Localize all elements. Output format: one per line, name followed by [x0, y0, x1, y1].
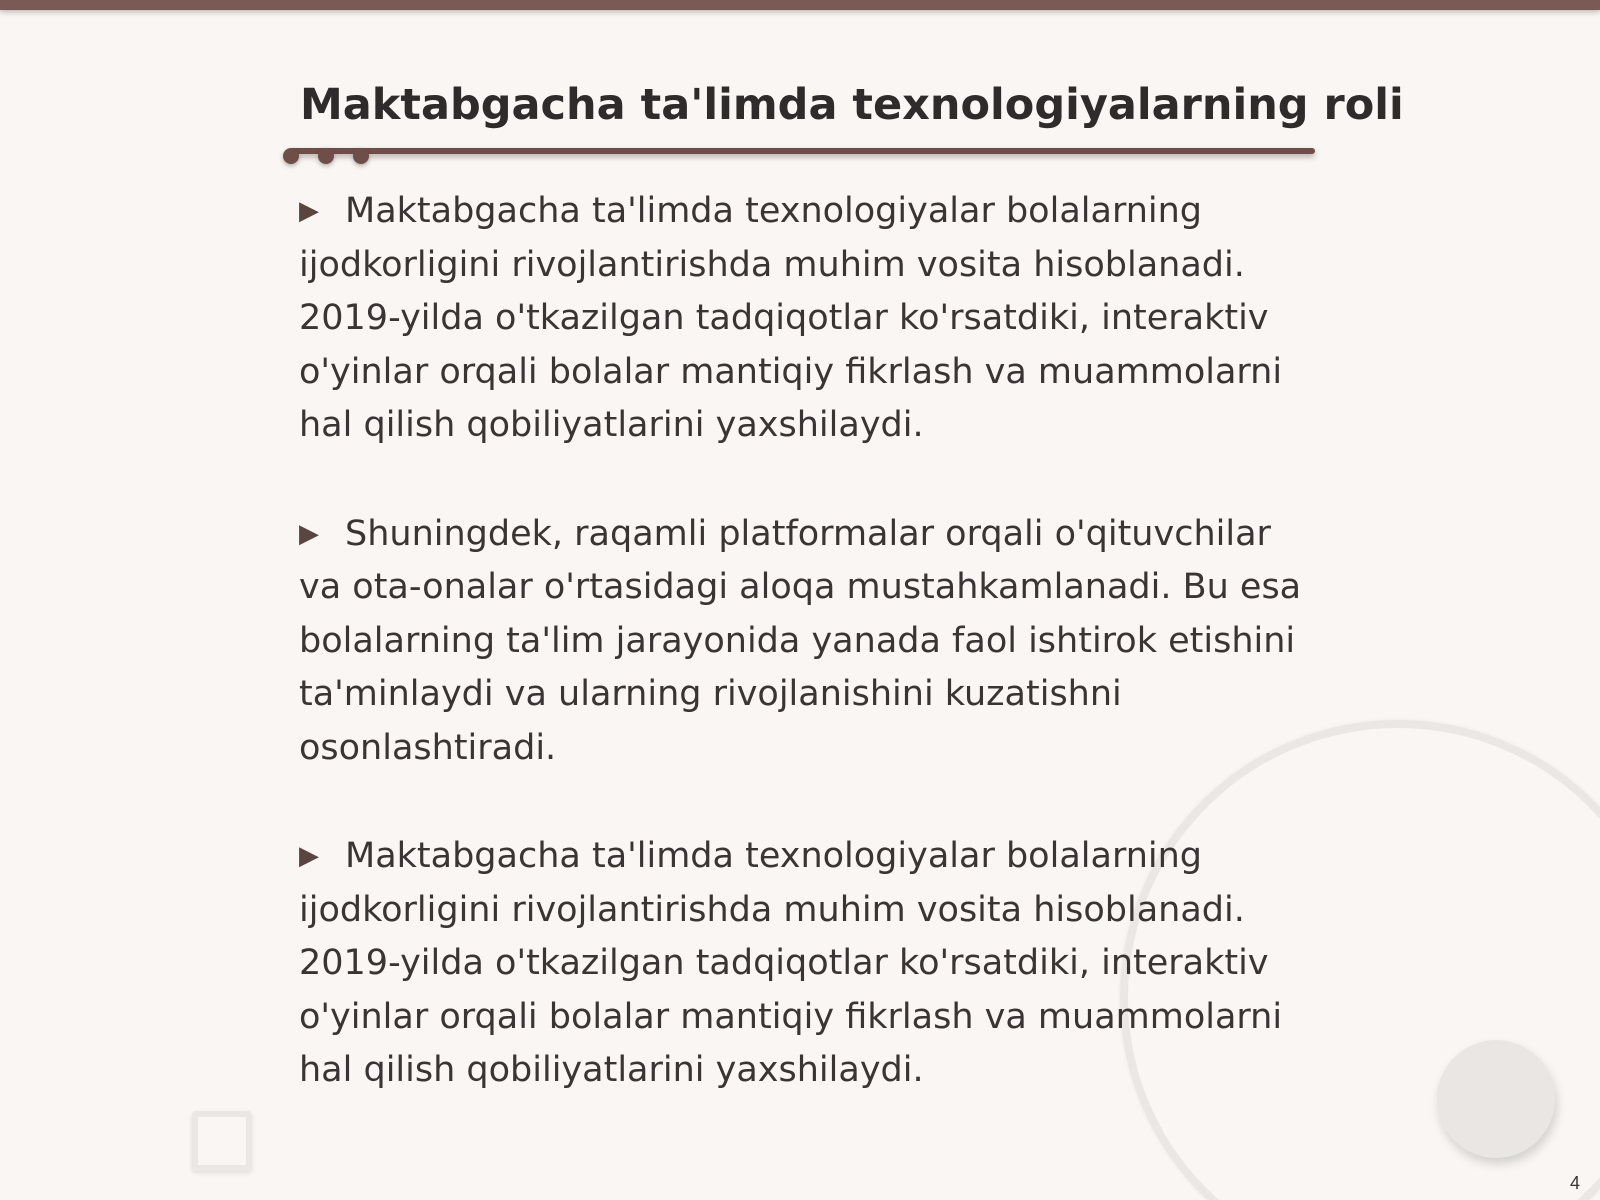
- title-underline: [290, 148, 1315, 154]
- triangle-right-icon: ▶: [299, 841, 319, 871]
- underline-dot: [283, 148, 299, 164]
- underline-dot: [353, 148, 369, 164]
- paragraph-text: Maktabgacha ta'limda texnologiyalar bolalarning ijodkorligini rivojlantirishda muhim vosita hisoblanadi. 2019-yilda o'tkazilgan tadqiqotlar ko'rsatdiki, interaktiv o'yinlar orqali bolalar mantiqiy fikrlash va muammolarni hal qilish qobiliyatlarini yaxshilaydi.: [299, 191, 1283, 445]
- paragraph-text: Maktabgacha ta'limda texnologiyalar bolalarning ijodkorligini rivojlantirishda muhim vosita hisoblanadi. 2019-yilda o'tkazilgan tadqiqotlar ko'rsatdiki, interaktiv o'yinlar orqali bolalar mantiqiy fikrlash va muammolarni hal qilish qobiliyatlarini yaxshilaydi.: [299, 836, 1283, 1090]
- triangle-right-icon: ▶: [299, 518, 319, 549]
- underline-dot: [318, 148, 334, 164]
- top-accent-bar: [0, 0, 1600, 10]
- bullet-paragraph: [299, 508, 1309, 776]
- slide-title: Maktabgacha ta'limda texnologiyalarning roli: [300, 80, 1404, 130]
- paragraph-text: Shuningdek, raqamli platformalar orqali o'qituvchilar va ota-onalar o'rtasidagi aloqa mustahkamlanadi. Bu esa bolalarning ta'lim jarayonida yanada faol ishtirok etishini ta'minlaydi va ularning rivojlanishini kuzatishni osonlashtiradi.: [299, 513, 1302, 768]
- page-number: 4: [1569, 1173, 1580, 1193]
- slide-body: [299, 185, 1309, 1153]
- triangle-right-icon: ▶: [299, 196, 319, 226]
- decorative-disc: [1437, 1040, 1555, 1158]
- bullet-paragraph: [299, 185, 1309, 453]
- decorative-square: [192, 1111, 252, 1171]
- bullet-paragraph: [299, 830, 1309, 1098]
